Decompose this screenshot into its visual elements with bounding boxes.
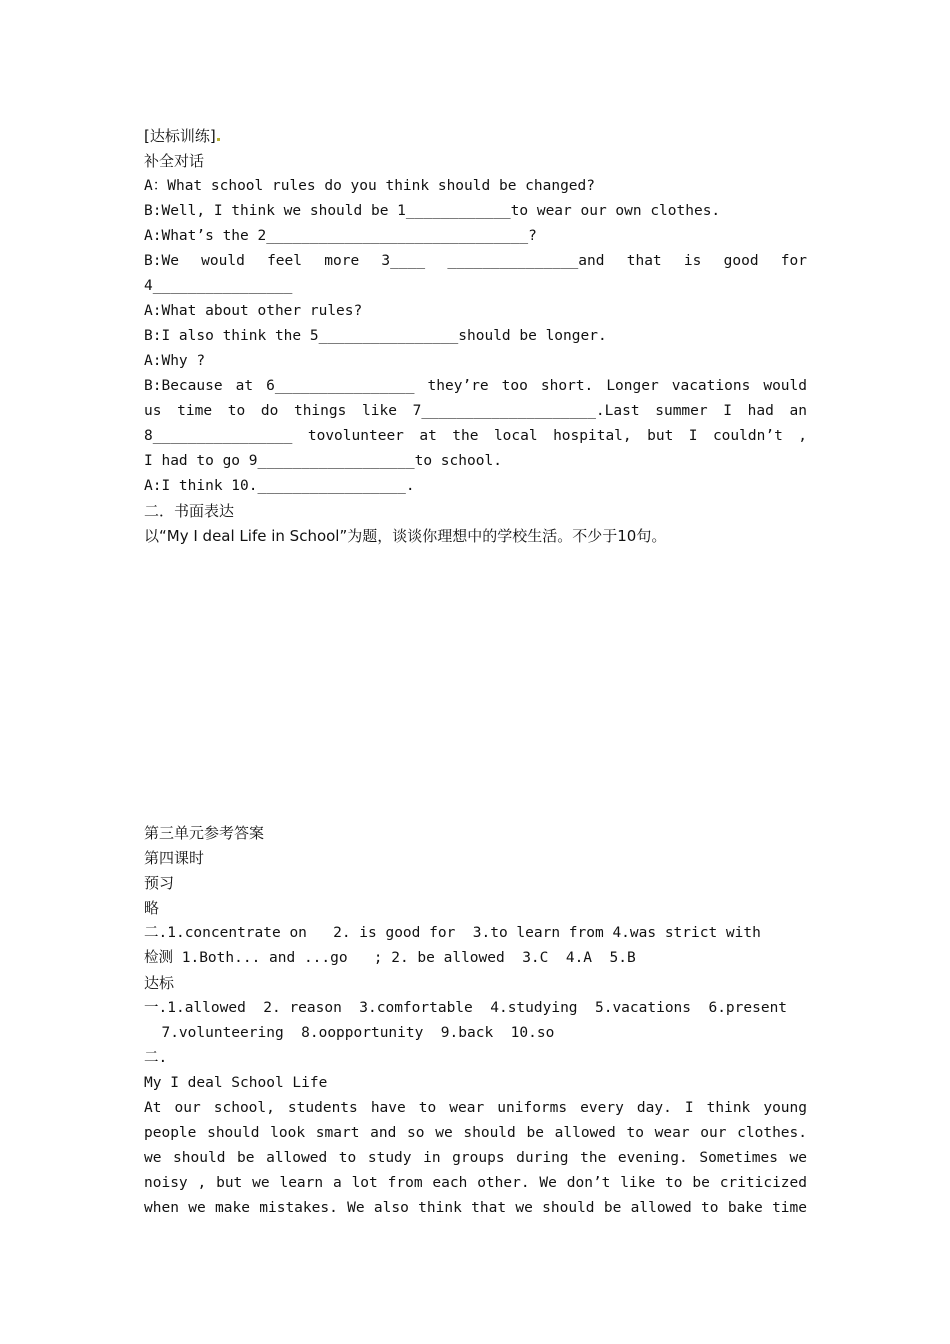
essay-line: we should be allowed to study in groups during the evening. Sometimes we — [144, 1150, 807, 1166]
dialogue-line: 4________________ — [144, 278, 293, 294]
dialogue-line: A:What’s the 2______________________________? — [144, 228, 537, 244]
answers-lesson: 第四课时 — [144, 849, 205, 867]
dialogue-line: us time to do things like 7____________________.Last summer I had an — [144, 403, 807, 419]
dialogue-line: B:Well, I think we should be 1____________to wear our own clothes. — [144, 203, 721, 219]
essay-line: At our school, students have to wear uniforms every day. I think young — [144, 1100, 807, 1116]
answers-target-line: 一.1.allowed 2. reason 3.comfortable 4.studying 5.vacations 6.present — [144, 1000, 788, 1016]
dialogue-line: B:We would feel more 3____ _______________and that is good for — [144, 253, 807, 269]
answers-preview: 预习 — [144, 874, 175, 892]
dialogue-line: I had to go 9__________________to school. — [144, 453, 502, 469]
sub-title: 补全对话 — [144, 152, 205, 170]
dialogue-line: 8________________ tovolunteer at the local hospital, but I couldn’t , — [144, 428, 807, 444]
answers-target-line: 7.volunteering 8.oopportunity 9.back 10.so — [144, 1025, 555, 1041]
dialogue-line: A:What about other rules? — [144, 303, 363, 319]
answers-check: 检测 1.Both... and ...go ; 2. be allowed 3.C 4.A 5.B — [144, 950, 636, 966]
marker-dot-icon — [217, 138, 220, 141]
answers-unit-title: 第三单元参考答案 — [144, 824, 265, 842]
dialogue-line: A:I think 10._________________. — [144, 478, 415, 494]
essay-title: My I deal School Life — [144, 1075, 328, 1091]
dialogue-line: B:I also think the 5________________should be longer. — [144, 328, 607, 344]
dialogue-line: B:Because at 6________________ they’re too short. Longer vacations would — [144, 378, 807, 394]
dialogue-line: A：What school rules do you think should be changed? — [144, 178, 595, 194]
answers-part-two: 二. — [144, 1050, 168, 1066]
answers-part2: 二.1.concentrate on 2. is good for 3.to learn from 4.was strict with — [144, 925, 761, 941]
essay-line: when we make mistakes. We also think that we should be allowed to bake time — [144, 1200, 807, 1216]
answers-target: 达标 — [144, 974, 175, 992]
writing-title: 二．书面表达 — [144, 502, 235, 520]
writing-prompt: 以“My I deal Life in School”为题，谈谈你理想中的学校生活。不少于10句。 — [144, 527, 667, 545]
dialogue-line: A:Why ? — [144, 353, 206, 369]
essay-line: people should look smart and so we should be allowed to wear our clothes. — [144, 1125, 807, 1141]
essay-line: noisy , but we learn a lot from each other. We don’t like to be criticized — [144, 1175, 807, 1191]
section-title: [达标训练] — [144, 124, 807, 149]
answers-omit: 略 — [144, 899, 160, 917]
